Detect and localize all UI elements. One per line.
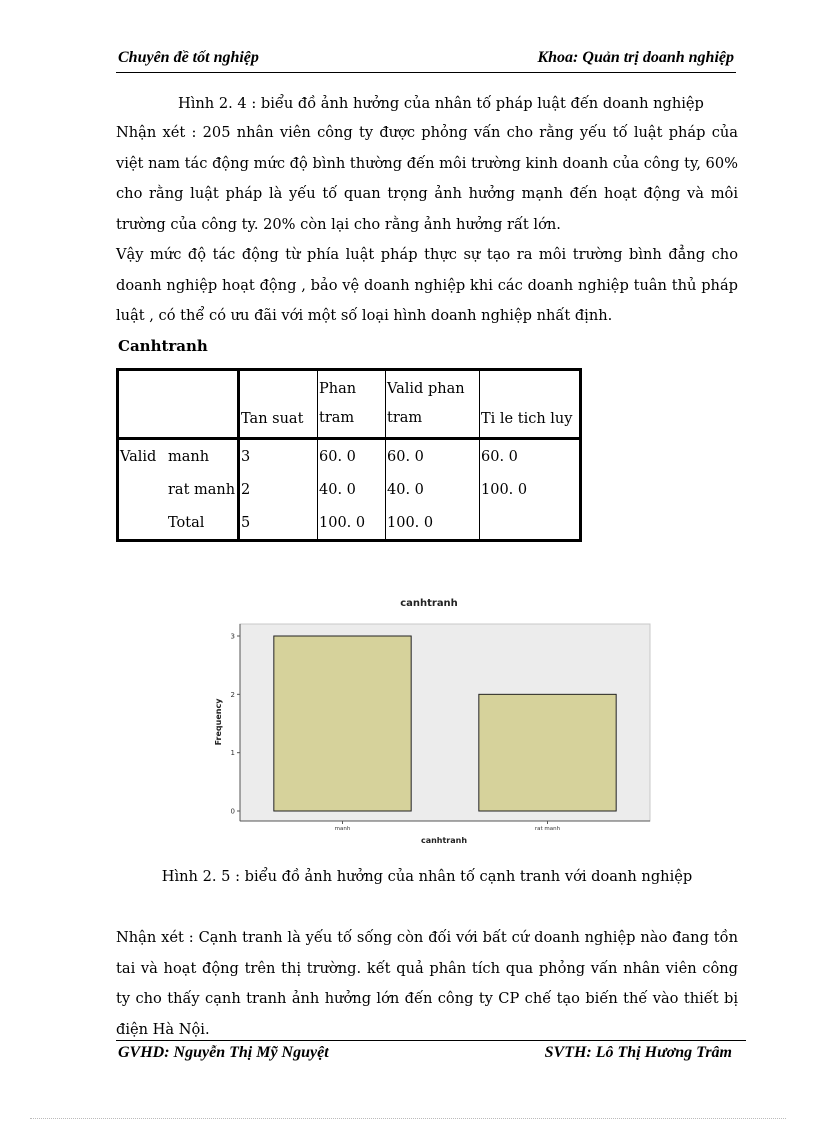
header-frequency: Tan suat [239, 370, 318, 439]
x-tick-label: manh [334, 826, 351, 832]
table-title: Canhtranh [118, 337, 208, 355]
cell-percent: 40. 0 [318, 473, 386, 506]
x-axis-label: canhtranh [420, 836, 468, 845]
cell-valid-percent: 40. 0 [386, 473, 480, 506]
chart-title: canhtranh [400, 598, 458, 609]
cell-percent: 100. 0 [318, 506, 386, 541]
frequency-table [116, 368, 582, 542]
cell-frequency: 5 [239, 506, 318, 541]
footer-advisor: GVHD: Nguyễn Thị Mỹ Nguyệt [118, 1044, 329, 1061]
page-header [116, 48, 736, 73]
y-tick-label: 2 [230, 690, 235, 699]
footer-student: SVTH: Lô Thị Hương Trâm [544, 1044, 732, 1061]
cell-cumulative [480, 506, 581, 541]
y-axis [231, 624, 240, 821]
table-row [118, 473, 581, 506]
paragraph-law-conclusion: Vậy mức độ tác động từ phía luật pháp thực sự tạo ra môi trường bình đẳng cho doanh nghiệp hoạt động , bảo vệ doanh nghiệp khi các doanh nghiệp tuân thủ pháp luật , có thể có ưu đãi với một số loại hình doanh nghiệp nhất định. [116, 246, 738, 324]
table-header-row [118, 370, 581, 439]
header-cumulative: Ti le tich luy [480, 370, 581, 439]
row-label: Total [168, 514, 205, 531]
x-tick-label: rat manh [534, 826, 561, 832]
cell-frequency: 2 [239, 473, 318, 506]
bar-rat-manh [479, 694, 616, 811]
header-empty-cell [118, 370, 239, 439]
header-valid-percent: Valid phan tram [386, 370, 480, 439]
y-tick-label: 3 [230, 632, 235, 641]
cell-valid-percent: 60. 0 [386, 439, 480, 474]
cell-valid-percent: 100. 0 [386, 506, 480, 541]
row-label: manh [168, 448, 210, 465]
page-border-dotted [30, 1118, 786, 1119]
y-axis-label: Frequency [214, 698, 223, 746]
cell-percent: 60. 0 [318, 439, 386, 474]
bar-chart-svg [200, 590, 660, 850]
cell-cumulative: 60. 0 [481, 448, 518, 465]
cell-cumulative: 100. 0 [481, 481, 528, 498]
table-row [118, 439, 581, 474]
paragraph-law-comment: Nhận xét : 205 nhân viên công ty được phỏng vấn cho rằng yếu tố luật pháp của việt nam tác động mức độ bình thường đến môi trường kinh doanh của công ty, 60% cho rằng luật pháp là yếu tố quan trọng ảnh hưởng mạnh đến hoạt động và môi trường của công ty. 20% còn lại cho rằng ảnh hưởng rất lớn. [116, 124, 738, 233]
x-axis [240, 821, 650, 832]
figure-caption-2-4: Hình 2. 4 : biểu đồ ảnh hưởng của nhân tố pháp luật đến doanh nghiệp [178, 95, 704, 112]
figure-caption-2-5: Hình 2. 5 : biểu đồ ảnh hưởng của nhân tố cạnh tranh với doanh nghiệp [161, 868, 693, 885]
page-footer [116, 1040, 746, 1065]
paragraph-competition-comment: Nhận xét : Cạnh tranh là yếu tố sống còn đối với bất cứ doanh nghiệp nào đang tồn tai và hoạt động trên thị trường. kết quả phân tích qua phỏng vấn nhân viên công ty cho thấy cạnh tranh ảnh hưởng lớn đến công ty CP chế tạo biến thế vào thiết bị điện Hà Nội. [116, 929, 738, 1038]
table-row [118, 506, 581, 541]
cell-frequency: 3 [239, 439, 318, 474]
group-label: Valid [120, 448, 157, 465]
bar-chart [200, 590, 660, 850]
bar-manh [274, 636, 411, 811]
y-tick-label: 0 [230, 807, 235, 816]
y-tick-label: 1 [230, 749, 235, 758]
header-left-text: Chuyên đề tốt nghiệp [118, 49, 259, 66]
row-label: rat manh [168, 481, 236, 498]
header-percent: Phan tram [318, 370, 386, 439]
header-right-text: Khoa: Quản trị doanh nghiệp [537, 49, 734, 66]
